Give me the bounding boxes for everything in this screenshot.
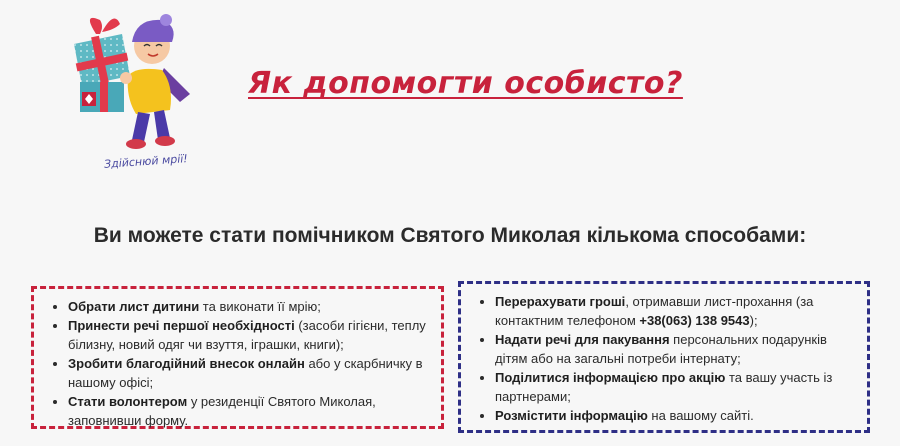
list-item-bold: Обрати лист дитини	[68, 299, 200, 314]
list-item-bold: Принести речі першої необхідності	[68, 318, 295, 333]
list-item-text: та виконати її мрію;	[199, 299, 321, 314]
list-item	[495, 406, 855, 425]
list-item-bold: Зробити благодійний внесок онлайн	[68, 356, 305, 371]
list-item-text: на вашому сайті.	[647, 408, 754, 423]
list-item	[495, 368, 855, 406]
list-item-text: , отримавши лист-прохання (за контактним телефоном	[495, 294, 814, 328]
list-item-text: персональних подарунків дітям або на загальні потреби інтернату;	[495, 332, 827, 366]
list-item	[495, 292, 855, 330]
list-item-bold: Надати речі для пакування	[495, 332, 670, 347]
list-item-text: );	[749, 313, 758, 328]
personal-help-box	[31, 286, 444, 429]
illustration-caption: Здійснюй мрії!	[103, 152, 189, 171]
list-item-text: та вашу участь із партнерами;	[495, 370, 833, 404]
list-item-text: або у скарбничку в нашому офісі;	[68, 356, 423, 390]
list-item	[68, 354, 429, 392]
list-item	[68, 297, 429, 316]
page-title: Як допомогти особисто?	[248, 66, 683, 101]
list-item-bold: Стати волонтером	[68, 394, 188, 409]
list-item	[495, 330, 855, 368]
list-item-text: (засоби гігієни, теплу білизну, новий одяг чи взуття, іграшки, книги);	[68, 318, 426, 352]
section-subtitle: Ви можете стати помічником Святого Миколая кількома способами:	[93, 224, 807, 247]
list-item	[68, 316, 429, 354]
list-item	[68, 392, 429, 430]
list-item-text: у резиденції Святого Миколая, заповнивши форму.	[68, 394, 376, 428]
partner-help-box	[458, 281, 870, 433]
phone-number: +38(063) 138 9543	[639, 313, 750, 328]
list-item-bold: Перерахувати гроші	[495, 294, 626, 309]
partner-help-list	[475, 292, 855, 425]
personal-help-list	[48, 297, 429, 430]
list-item-bold: Поділитися інформацією про акцію	[495, 370, 726, 385]
list-item-bold: Розмістити інформацію	[495, 408, 648, 423]
